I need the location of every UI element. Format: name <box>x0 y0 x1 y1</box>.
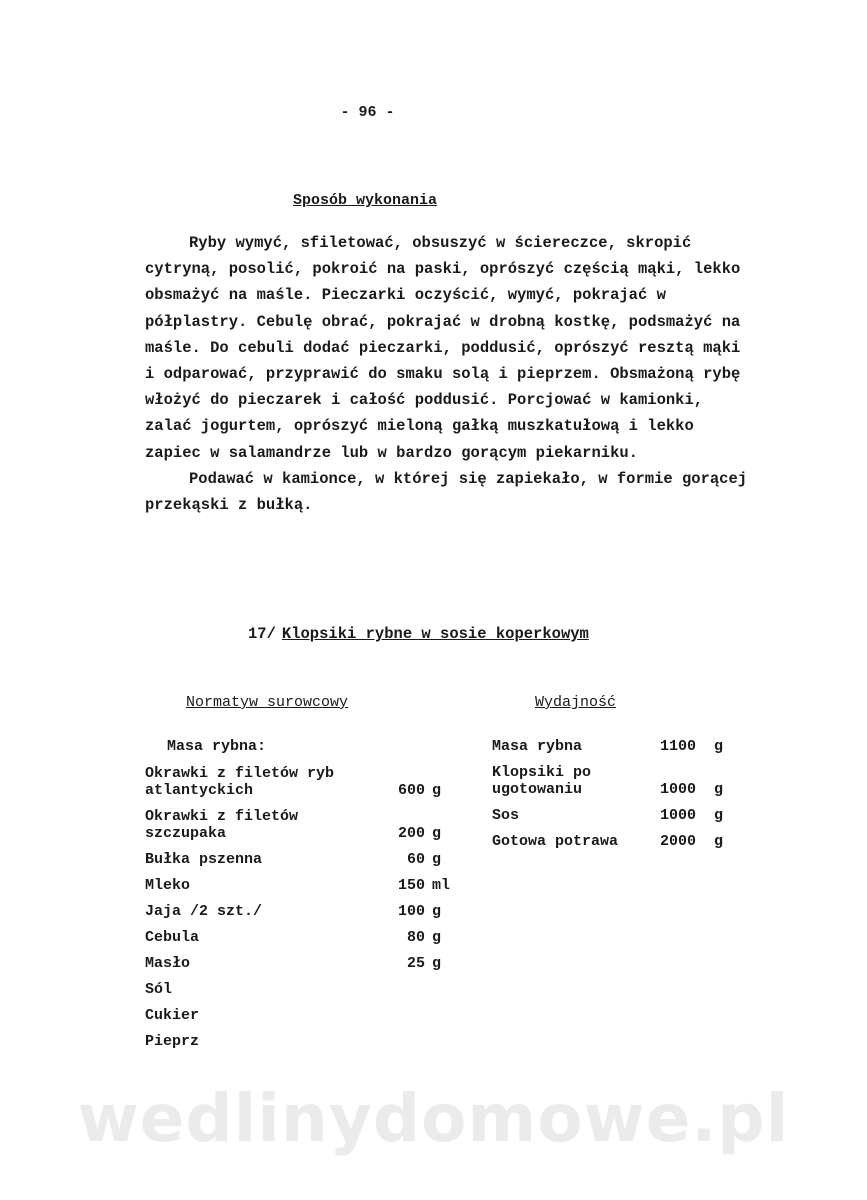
yield-name: Gotowa potrawa <box>492 833 619 850</box>
ingredient-name: Bułka pszenna <box>145 851 263 868</box>
yield-unit: g <box>714 781 724 798</box>
ingredient-unit: g <box>432 903 442 920</box>
ingredient-row <box>145 1033 465 1050</box>
yield-qty: 1000 <box>660 781 697 798</box>
recipe-title <box>248 625 589 643</box>
yield-unit: g <box>714 807 724 824</box>
ingredient-name: Pieprz <box>145 1033 200 1050</box>
ingredient-unit: g <box>432 929 442 946</box>
yield-list <box>492 738 752 859</box>
ingredients-list <box>145 738 465 1059</box>
yield-row <box>492 833 752 850</box>
ingredient-name: Cukier <box>145 1007 200 1024</box>
yield-unit: g <box>714 833 724 850</box>
ingredient-unit: g <box>432 782 442 799</box>
watermark: wedlinydomowe.pl <box>77 1080 790 1157</box>
ingredient-qty: 80 <box>406 929 425 946</box>
ingredient-row <box>145 981 465 998</box>
ingredient-qty: 150 <box>397 877 425 894</box>
ingredient-qty: 100 <box>397 903 425 920</box>
yield-name: Sos <box>492 807 520 824</box>
section-heading: Sposób wykonania <box>293 192 438 209</box>
ingredient-row <box>145 1007 465 1024</box>
page-number: - 96 - <box>340 104 395 121</box>
yield-unit: g <box>714 738 724 755</box>
recipe-number: 17/ <box>248 625 276 643</box>
ingredient-name: Cebula <box>145 929 200 946</box>
yield-qty: 2000 <box>660 833 697 850</box>
ingredient-row <box>145 929 465 946</box>
ingredient-row <box>145 877 465 894</box>
yield-row <box>492 807 752 824</box>
recipe-title-text: Klopsiki rybne w sosie koperkowym <box>281 625 589 643</box>
ingredient-name: Okrawki z filetów szczupaka <box>145 808 299 842</box>
ingredient-qty: 600 <box>397 782 425 799</box>
yield-qty: 1000 <box>660 807 697 824</box>
ingredient-row <box>145 955 465 972</box>
ingredients-group-label: Masa rybna: <box>167 738 267 755</box>
ingredient-name: Mleko <box>145 877 191 894</box>
method-text <box>145 230 755 518</box>
yield-name: Klopsiki po ugotowaniu <box>492 764 592 798</box>
yield-row <box>492 764 752 798</box>
ingredient-qty: 25 <box>406 955 425 972</box>
ingredient-unit: g <box>432 851 442 868</box>
ingredient-qty: 200 <box>397 825 425 842</box>
method-paragraph: Podawać w kamionce, w której się zapiekało, w formie gorącej przekąski z bułką. <box>145 469 748 515</box>
ingredient-name: Sól <box>145 981 173 998</box>
ingredient-row <box>145 903 465 920</box>
ingredient-name: Jaja /2 szt./ <box>145 903 263 920</box>
method-paragraph: Ryby wymyć, sfiletować, obsuszyć w ściereczce, skropić cytryną, posolić, pokroić na paski, oprószyć częścią mąki, lekko obsmażyć na maśle. Pieczarki oczyścić, wymyć, pokrajać w półplastry. Cebulę obrać, pokrajać w drobną kostkę, podsmażyć na maśle. Do cebuli dodać pieczarki, poddusić, oprószyć resztą mąki i odparować, przyprawić do smaku solą i pieprzem. Obsmażoną rybę włożyć do pieczarek i całość poddusić. Porcjować w kamionki, zalać jogurtem, oprószyć mieloną gałką muszkatułową i lekko zapiec w salamandrze lub w bardzo gorącym piekarniku. <box>145 234 741 462</box>
yield-rows <box>492 738 752 850</box>
ingredients-heading: Normatyw surowcowy <box>186 694 349 711</box>
ingredient-name: Okrawki z filetów ryb atlantyckich <box>145 765 335 799</box>
ingredient-name: Masło <box>145 955 191 972</box>
yield-row <box>492 738 752 755</box>
ingredients-rows <box>145 765 465 1050</box>
ingredient-unit: g <box>432 955 442 972</box>
ingredient-row <box>145 765 465 799</box>
ingredient-unit: ml <box>432 877 451 894</box>
ingredient-qty: 60 <box>406 851 425 868</box>
yield-qty: 1100 <box>660 738 697 755</box>
ingredient-unit: g <box>432 825 442 842</box>
ingredient-row <box>145 851 465 868</box>
ingredient-row <box>145 808 465 842</box>
yield-heading: Wydajność <box>535 694 617 711</box>
yield-name: Masa rybna <box>492 738 583 755</box>
